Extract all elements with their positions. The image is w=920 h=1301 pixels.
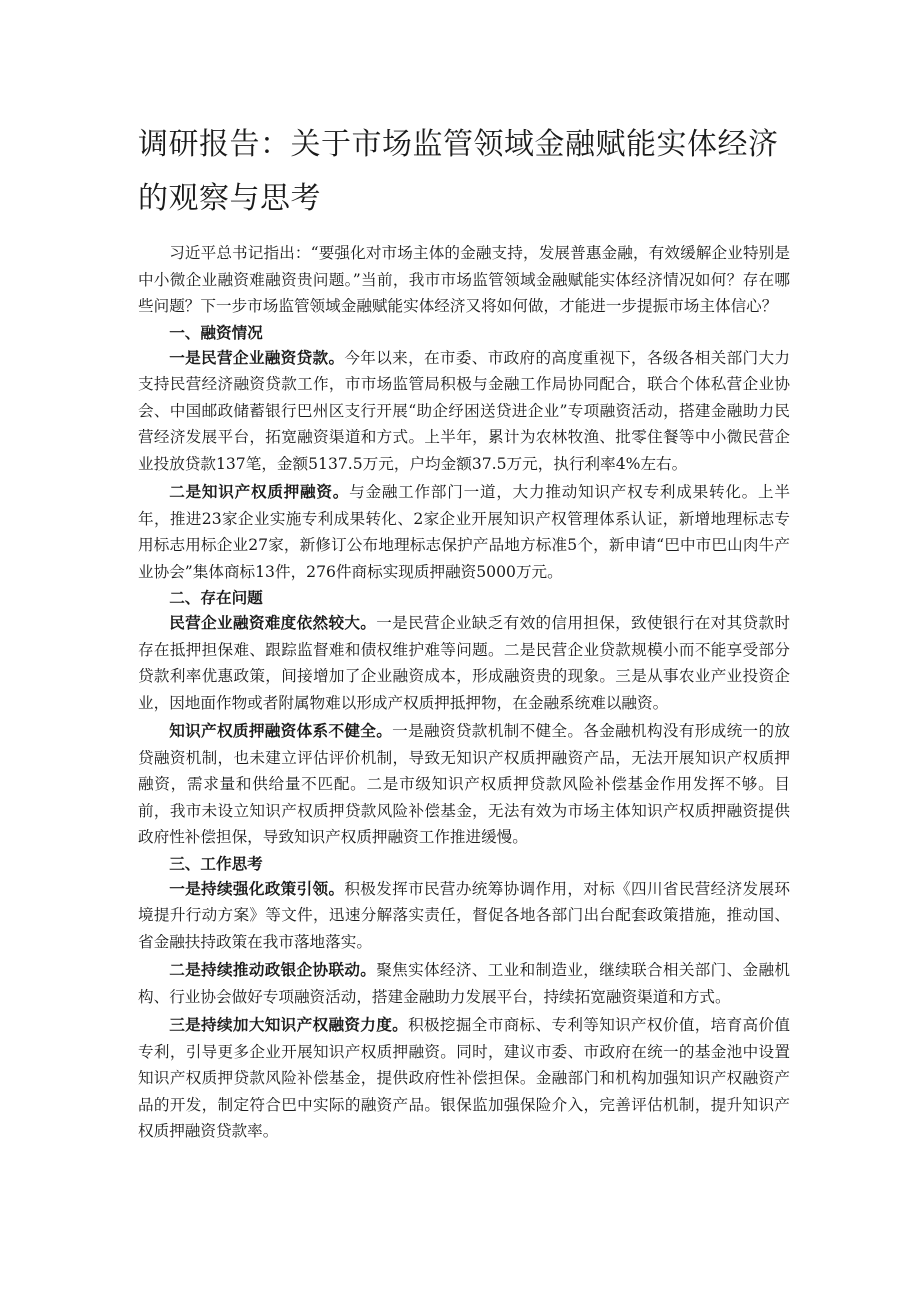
paragraph-policy-guidance <box>138 876 790 956</box>
paragraph-private-difficulty <box>138 610 790 716</box>
document-title: 调研报告：关于市场监管领域金融赋能实体经济的观察与思考 <box>138 127 779 216</box>
paragraph-body: 与金融工作部门一道，大力推动知识产权专利成果转化。上半年，推进23家企业实施专利成果转化、2家企业开展知识产权管理体系认证，新增地理标志专用标志用标企业27家，新修订公布地理标志保护产品地方标准5个，新申请“巴中市巴山肉牛产业协会”集体商标13件，276件商标实现质押融资5000万元。 <box>138 483 790 581</box>
paragraph-gov-bank-linkage <box>138 957 790 1010</box>
paragraph-body: 今年以来，在市委、市政府的高度重视下，各级各相关部门大力支持民营经济融资贷款工作，市市场监管局积极与金融工作局协同配合，联合个体私营企业协会、中国邮政储蓄银行巴州区支行开展“助企纾困送贷进企业”专项融资活动，搭建金融助力民营经济发展平台，拓宽融资渠道和方式。上半年，累计为农林牧渔、批零住餐等中小微民营企业投放贷款137笔，金额5137.5万元，户均金额37.5万元，执行利率4%左右。 <box>138 348 790 473</box>
section-heading-financing: 一、融资情况 <box>169 322 263 342</box>
paragraph-ip-pledge <box>138 479 790 585</box>
paragraph-body: 一是民营企业缺乏有效的信用担保，致使银行在对其贷款时存在抵押担保难、跟踪监督难和债权维护难等问题。二是民营企业贷款规模小而不能享受部分贷款利率优惠政策，间接增加了企业融资成本，形成融资贵的现象。三是从事农业产业投资企业，因地面作物或者附属物难以形成产权质押抵押物，在金融系统难以融资。 <box>138 614 790 712</box>
paragraph-lead: 三是持续加大知识产权融资力度。 <box>169 1015 409 1034</box>
section-heading-problems: 二、存在问题 <box>169 588 263 607</box>
paragraph-body: 积极挖掘全市商标、专利等知识产权价值，培育高价值专利，引导更多企业开展知识产权质押融资。同时，建议市委、市政府在统一的基金池中设置知识产权质押贷款风险补偿基金，提供政府性补偿担保。金融部门和机构加强知识产权融资产品的开发，制定符合巴中实际的融资产品。银保监加强保险介入，完善评估机制，提升知识产权质押融资贷款率。 <box>138 1016 790 1140</box>
paragraph-lead: 二是持续推动政银企协联动。 <box>169 960 377 979</box>
paragraph-ip-financing <box>138 1012 790 1145</box>
paragraph-lead: 一是民营企业融资贷款。 <box>169 347 345 367</box>
paragraph-private-loans <box>138 345 790 478</box>
paragraph-lead: 知识产权质押融资体系不健全。 <box>169 721 393 740</box>
section-heading-thoughts: 三、工作思考 <box>169 853 263 873</box>
paragraph-body: 一是融资贷款机制不健全。各金融机构没有形成统一的放贷融资机制，也未建立评估评价机制，导致无知识产权质押融资产品，无法开展知识产权质押融资，需求量和供给量不匹配。二是市级知识产权质押贷款风险补偿基金作用发挥不够。目前，我市未设立知识产权质押贷款风险补偿基金，无法有效为市场主体知识产权质押融资提供政府性补偿担保，导致知识产权质押融资工作推进缓慢。 <box>138 722 790 846</box>
paragraph-lead: 民营企业融资难度依然较大。 <box>169 613 377 632</box>
intro-paragraph: 习近平总书记指出：“要强化对市场主体的金融支持，发展普惠金融，有效缓解企业特别是中小微企业融资难融资贵问题。”当前，我市市场监管领域金融赋能实体经济情况如何？存在哪些问题？下一步市场监管领域金融赋能实体经济又将如何做，才能进一步提振市场主体信心？ <box>138 244 790 315</box>
paragraph-ip-system <box>138 718 790 851</box>
paragraph-lead: 一是持续强化政策引领。 <box>169 878 345 898</box>
document-page <box>138 118 790 1145</box>
paragraph-body: 积极发挥市民营办统筹协调作用，对标《四川省民营经济发展环境提升行动方案》等文件，迅速分解落实责任，督促各地各部门出台配套政策措施，推动国、省金融扶持政策在我市落地落实。 <box>138 879 790 951</box>
paragraph-lead: 二是知识产权质押融资。 <box>169 482 350 501</box>
paragraph-body: 聚焦实体经济、工业和制造业，继续联合相关部门、金融机构、行业协会做好专项融资活动，搭建金融助力发展平台，持续拓宽融资渠道和方式。 <box>138 961 790 1006</box>
